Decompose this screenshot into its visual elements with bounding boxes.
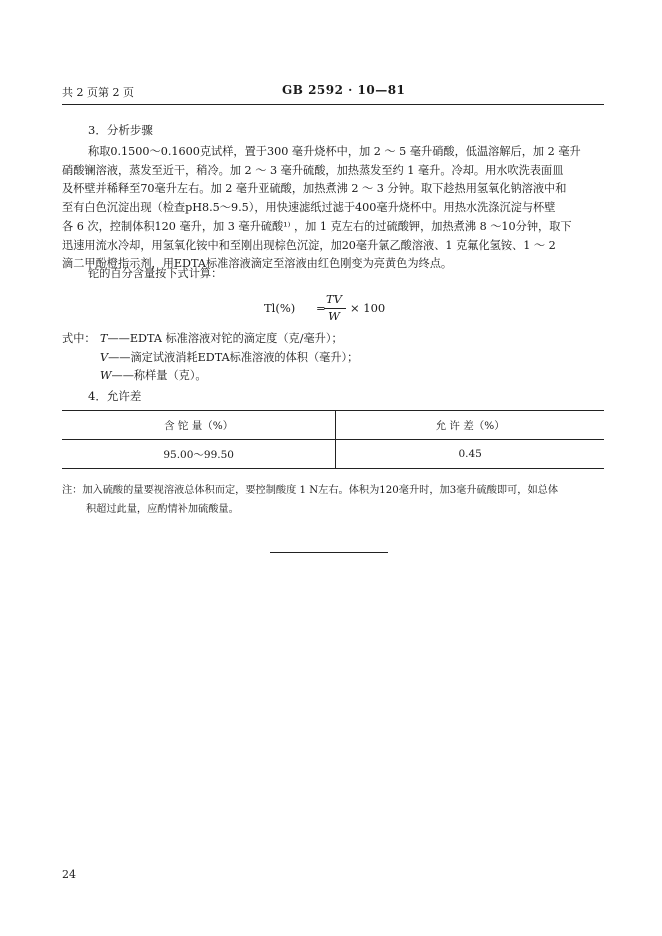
content-range-cell: 95.00～99.50 <box>62 440 336 469</box>
table-row <box>62 440 604 469</box>
tolerance-table <box>62 410 604 469</box>
definitions-prefix: 式中： <box>62 332 96 345</box>
definition-text: ——滴定试液消耗EDTA标准溶液的体积（毫升）； <box>108 350 359 364</box>
tolerance-column-header: 允 许 差（%） <box>435 419 505 432</box>
header-rule <box>62 104 604 105</box>
definition-text: ——称样量（克）。 <box>111 369 207 382</box>
definition-item <box>100 349 358 368</box>
paragraph-line: 至有白色沉淀出现（检查pH8.5～9.5），用快速滤纸过滤于400毫升烧杯中。用热水洗涤沉淀与杯壁 <box>62 201 556 215</box>
formula-multiplier: × 100 <box>350 301 386 315</box>
calculation-intro: 铊的百分含量按下式计算： <box>88 267 223 280</box>
footnote <box>62 481 602 519</box>
formula-lhs: Tl(%) <box>264 301 296 315</box>
section-3-paragraph <box>62 143 602 274</box>
page-number: 24 <box>62 868 76 881</box>
section-4-heading: 4．允许差 <box>88 389 142 403</box>
definition-symbol: W <box>100 369 112 382</box>
paragraph-line: 滴二甲酚橙指示剂，用EDTA标准溶液滴定至溶液由红色刚变为亮黄色为终点。 <box>62 257 453 271</box>
definition-item <box>100 367 358 386</box>
paragraph-line: 硝酸镧溶液，蒸发至近干，稍冷。加 2 ～ 3 毫升硫酸，加热蒸发至约 1 毫升。冷却。用水吹洗表面皿 <box>62 163 564 177</box>
paragraph-line: 及杯壁并稀释至70毫升左右。加 2 毫升亚硫酸，加热煮沸 2 ～ 3 分钟。取下趁热用氢氧化钠溶液中和 <box>62 182 567 196</box>
paragraph-line: 各 6 次，控制体积120 毫升，加 3 毫升硫酸¹⁾ ，加 1 克左右的过硫酸钾，加热煮沸 8 ～10分钟，取下 <box>62 219 572 233</box>
definition-item <box>100 330 358 349</box>
definition-text: ——EDTA 标准溶液对铊的滴定度（克/毫升）； <box>107 332 343 345</box>
table-header-row <box>62 411 604 440</box>
tolerance-value-cell: 0.45 <box>458 448 482 460</box>
end-of-standard-rule <box>270 552 388 553</box>
formula-denominator: W <box>328 309 340 323</box>
footnote-line: 积超过此量，应酌情补加硫酸量。 <box>86 504 239 515</box>
definitions-list <box>100 330 358 386</box>
formula-numerator: TV <box>326 292 342 306</box>
definition-symbol: V <box>100 350 109 364</box>
header-page-count: 共 2 页第 2 页 <box>62 86 134 99</box>
formula-equals: = <box>316 301 326 315</box>
footnote-line: 注：加入硫酸的量要视溶液总体积而定，要控制酸度 1 N左右。体积为120毫升时，加3毫升硫酸即可，如总体 <box>62 485 559 496</box>
definition-symbol: T <box>100 332 108 345</box>
header-standard-number: GB 2592 · 10—81 <box>282 83 406 97</box>
section-3-heading: 3．分析步骤 <box>88 123 153 137</box>
paragraph-line: 称取0.1500～0.1600克试样，置于300 毫升烧杯中，加 2 ～ 5 毫升硝酸，低温溶解后，加 2 毫升 <box>88 145 581 158</box>
content-column-header: 含 铊 量（%） <box>62 411 336 440</box>
paragraph-line: 迅速用流水冷却，用氢氧化铵中和至刚出现棕色沉淀，加20毫升氯乙酸溶液、1 克氟化氢铵、1 ～ 2 <box>62 238 556 252</box>
